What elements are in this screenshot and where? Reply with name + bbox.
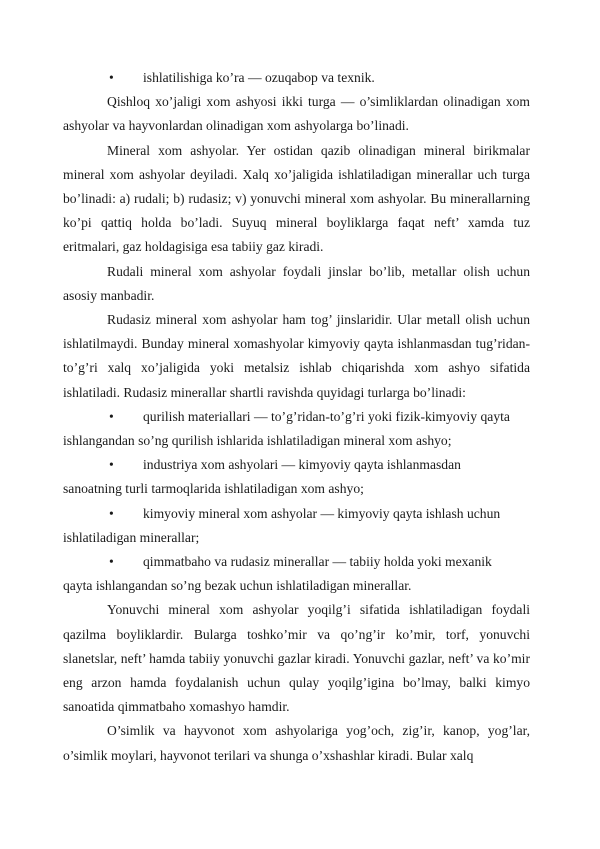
bullet-item [63, 66, 530, 90]
bullet-item [63, 550, 530, 598]
bullet-marker: • [109, 554, 114, 570]
bullet-continuation: ishlangandan so’ng qurilish ishlarida ishlatiladigan mineral xom ashyo; [63, 433, 452, 449]
bullet-text: qurilish materiallari — to’g’ridan-to’g’ri yoki fizik-kimyoviy qayta [143, 408, 510, 424]
paragraph: O’simlik va hayvonot xom ashyolariga yog’och, zig’ir, kanop, yog’lar, o’simlik moylari, hayvonot terilari va shunga o’xshashlar kiradi. Bular xalq [63, 723, 530, 763]
paragraph: Rudali mineral xom ashyolar foydali jinslar bo’lib, metallar olish uchun asosiy manbadir. [63, 263, 530, 303]
bullet-text: ishlatilishiga ko’ra — ozuqabop va texnik. [143, 70, 375, 85]
bullet-continuation: sanoatning turli tarmoqlarida ishlatiladigan xom ashyo; [63, 481, 364, 497]
document-body [63, 66, 530, 768]
bullet-item [63, 405, 530, 453]
bullet-marker: • [109, 505, 114, 521]
bullet-continuation: ishlatiladigan minerallar; [63, 529, 200, 545]
paragraph: Qishloq xo’jaligi xom ashyosi ikki turga — o’simliklardan olinadigan xom ashyolar va hayvonlardan olinadigan xom ashyolarga bo’linadi. [63, 94, 530, 134]
bullet-item [63, 453, 530, 501]
bullet-marker: • [109, 408, 114, 424]
bullet-marker: • [109, 457, 114, 473]
bullet-item [63, 502, 530, 550]
bullet-marker: • [109, 70, 114, 85]
paragraph: Mineral xom ashyolar. Yer ostidan qazib olinadigan mineral birikmalar mineral xom ashyolar deyiladi. Xalq xo’jaligida ishlatiladigan minerallar uch turga bo’linadi: a) rudali; b) rudasiz; v) yonuvchi mineral xom ashyolar. Bu minerallarning ko’pi qattiq holda bo’ladi. Suyuq mineral boyliklarga faqat neft’ xamda tuz eritmalari, gaz holdagisiga esa tabiiy gaz kiradi. [63, 142, 530, 255]
paragraph: Yonuvchi mineral xom ashyolar yoqilg’i sifatida ishlatiladigan foydali qazilma boyliklardir. Bularga toshko’mir va qo’ng’ir ko’mir, torf, yonuvchi slanetslar, neft’ hamda tabiiy yonuvchi gazlar kiradi. Yonuvchi gazlar, neft’ va ko’mir eng arzon hamda foydalanish uchun qulay yoqilg’igina bo’lmay, balki kimyo sanoatida qimmatbaho xomashyo hamdir. [63, 602, 530, 715]
bullet-text: industriya xom ashyolari — kimyoviy qayta ishlanmasdan [143, 457, 461, 473]
bullet-text: qimmatbaho va rudasiz minerallar — tabiiy holda yoki mexanik [143, 554, 492, 570]
bullet-continuation: qayta ishlangandan so’ng bezak uchun ishlatiladigan minerallar. [63, 578, 412, 594]
paragraph: Rudasiz mineral xom ashyolar ham tog’ jinslaridir. Ular metall olish uchun ishlatilmaydi. Bunday mineral xomashyolar kimyoviy qayta ishlanmasdan tug’ridan-to’g’ri xalq xo’jaligida yoki metalsiz ishlab chiqarishda xom ashyo sifatida ishlatiladi. Rudasiz minerallar shartli ravishda quyidagi turlarga bo’linadi: [63, 312, 530, 400]
bullet-text: kimyoviy mineral xom ashyolar — kimyoviy qayta ishlash uchun [143, 505, 501, 521]
